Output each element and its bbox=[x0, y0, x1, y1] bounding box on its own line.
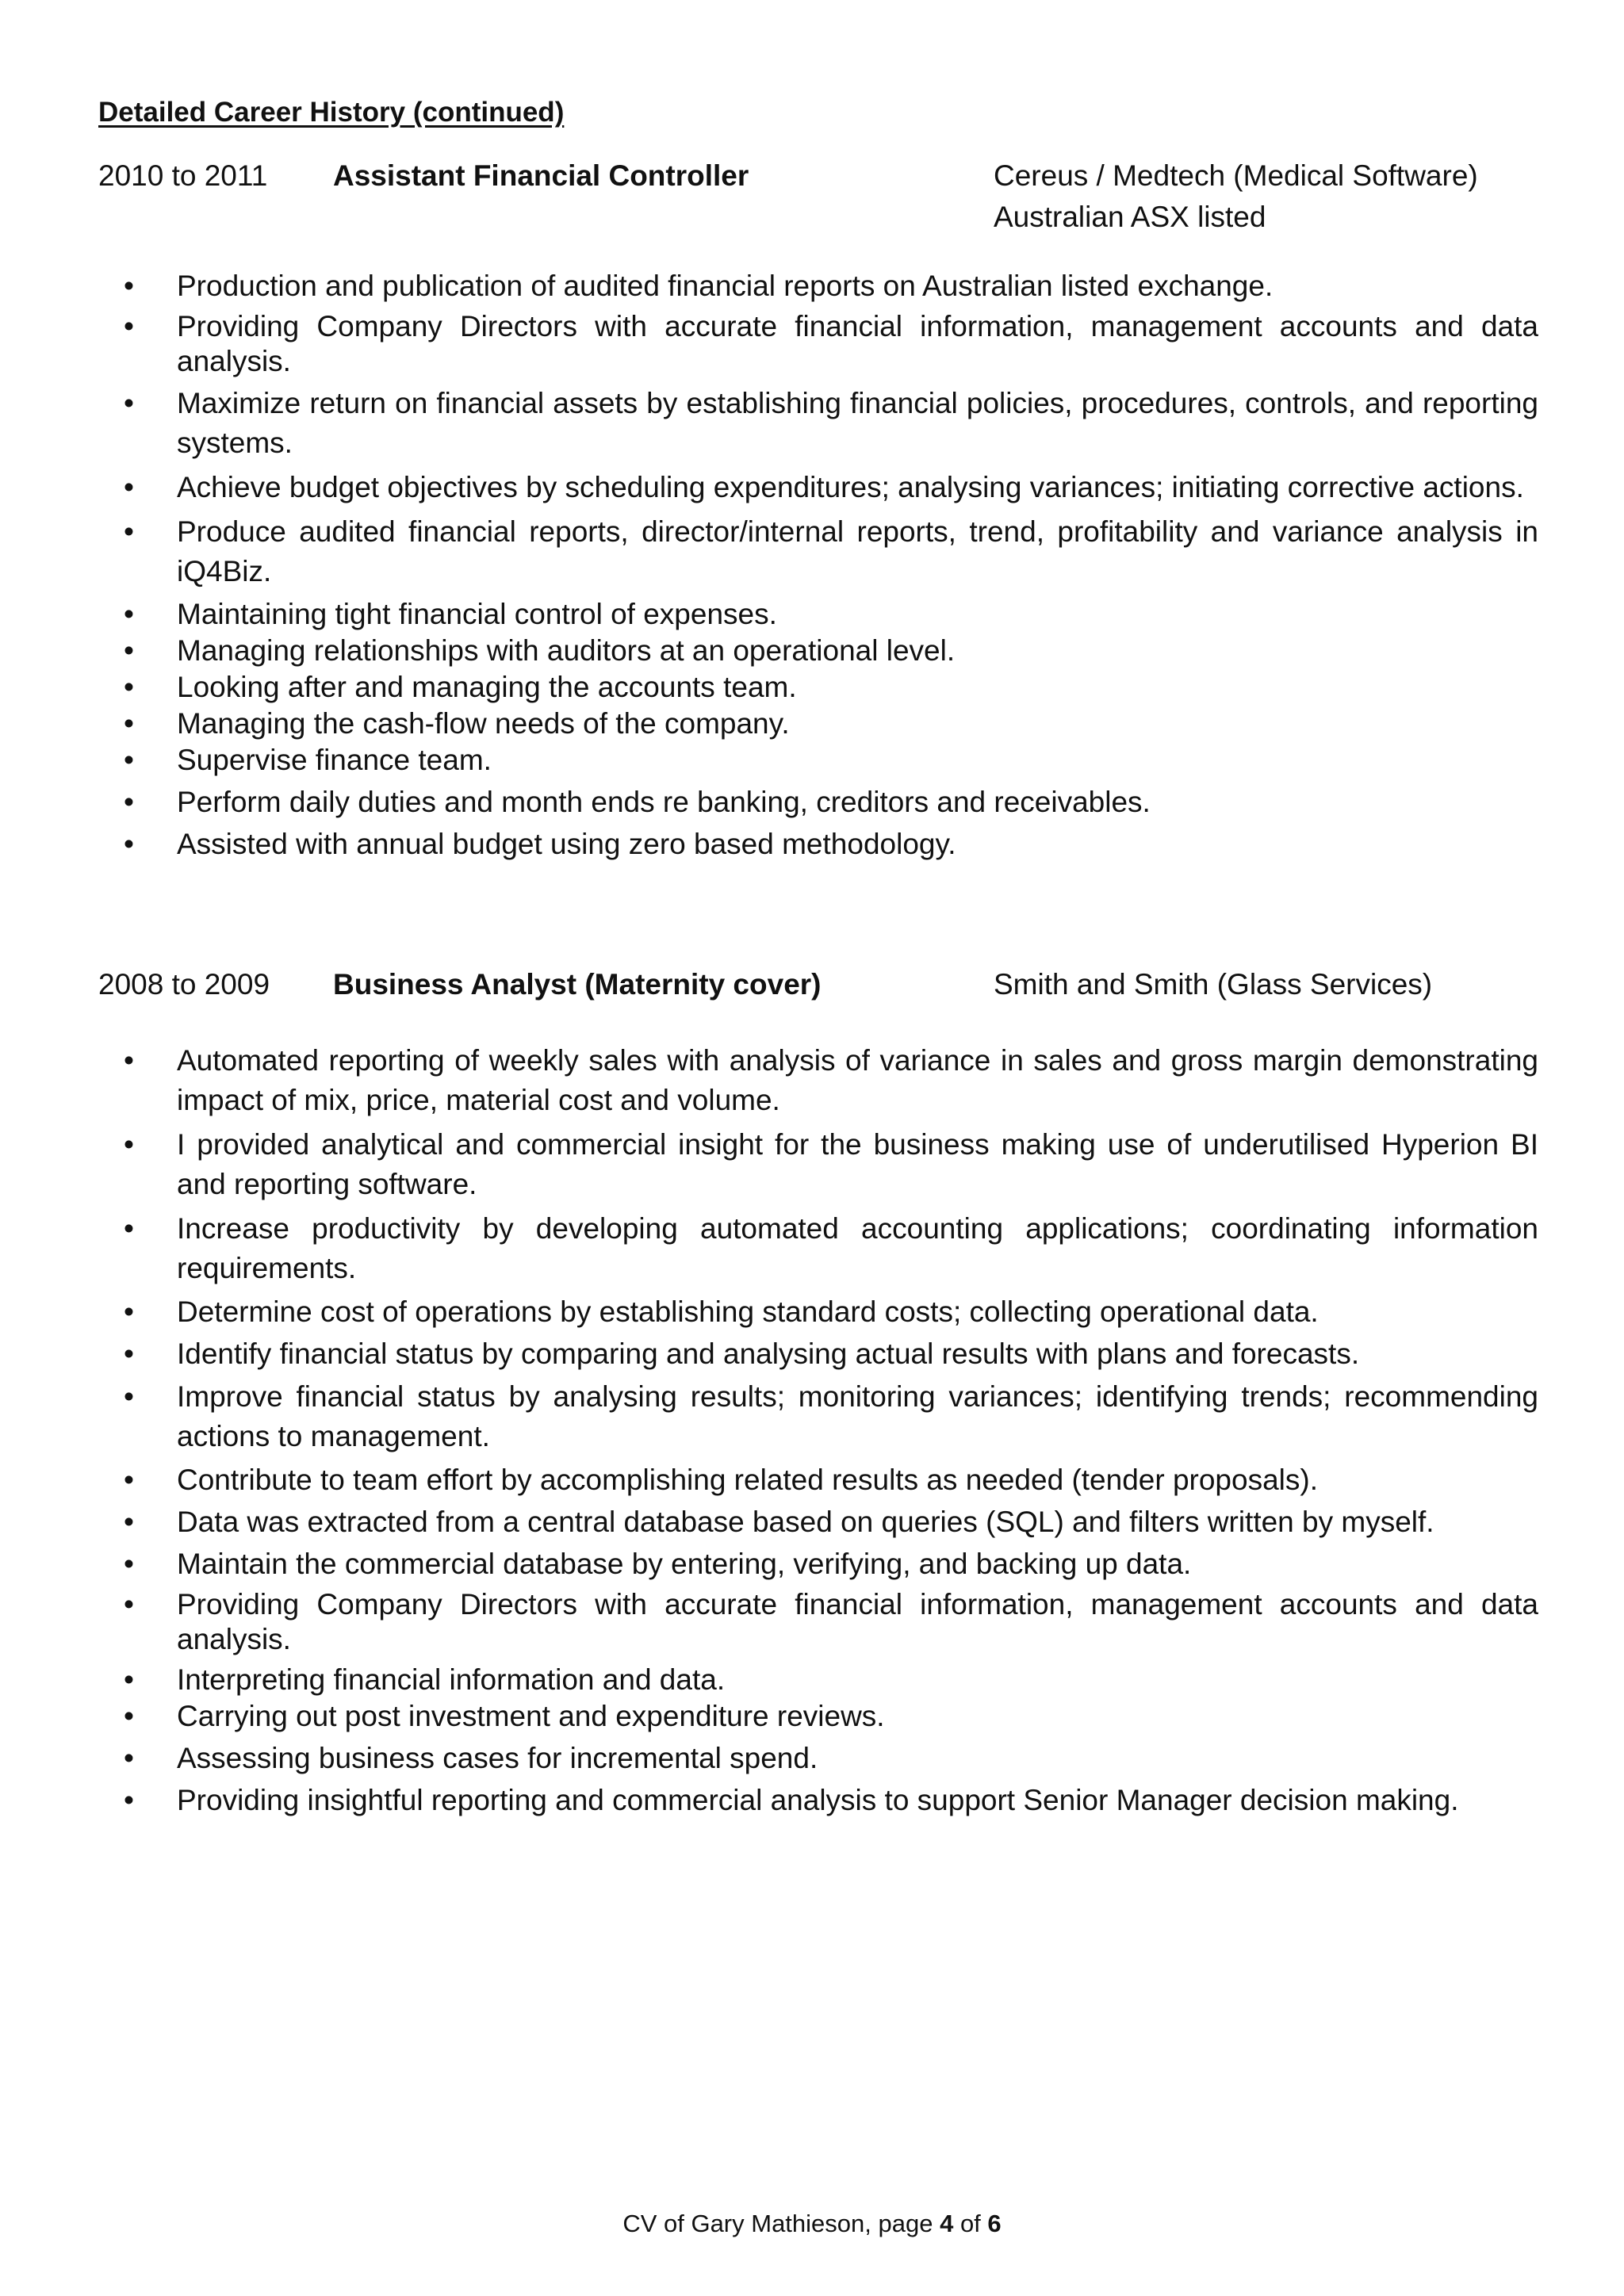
list-item: • Interpreting financial information and data. bbox=[124, 1662, 1538, 1698]
list-item: • Data was extracted from a central database based on queries (SQL) and filters written by myself. bbox=[124, 1503, 1538, 1540]
page-footer bbox=[0, 2210, 1624, 2238]
list-item: • Maintain the commercial database by entering, verifying, and backing up data. bbox=[124, 1545, 1538, 1582]
job-company-note: Australian ASX listed bbox=[994, 201, 1266, 233]
list-item: • Providing insightful reporting and commercial analysis to support Senior Manager decision making. bbox=[124, 1781, 1538, 1819]
job-title: Business Analyst (Maternity cover) bbox=[333, 968, 822, 1001]
list-item: • Achieve budget objectives by scheduling expenditures; analysing variances; initiating corrective actions. bbox=[124, 468, 1538, 507]
job-dates: 2010 to 2011 bbox=[98, 159, 268, 192]
footer-page-number: 4 bbox=[940, 2210, 954, 2237]
list-item: • Improve financial status by analysing results; monitoring variances; identifying trends; recommending actions to management. bbox=[124, 1377, 1538, 1456]
list-item: • Providing Company Directors with accurate financial information, management accounts and data analysis. bbox=[124, 1587, 1538, 1657]
list-item: • Automated reporting of weekly sales with analysis of variance in sales and gross margin demonstrating impact of mix, price, material cost and volume. bbox=[124, 1041, 1538, 1120]
job-bullet-list bbox=[124, 267, 1538, 863]
list-item: • Maintaining tight financial control of expenses. bbox=[124, 596, 1538, 633]
list-item: • Providing Company Directors with accurate financial information, management accounts and data analysis. bbox=[124, 309, 1538, 379]
list-item: • Produce audited financial reports, director/internal reports, trend, profitability and variance analysis in iQ4Biz. bbox=[124, 512, 1538, 591]
list-item: • Production and publication of audited financial reports on Australian listed exchange. bbox=[124, 267, 1538, 304]
job-company: Smith and Smith (Glass Services) bbox=[994, 968, 1433, 1001]
list-item: • Looking after and managing the accounts team. bbox=[124, 669, 1538, 706]
footer-prefix: CV of Gary Mathieson, page bbox=[622, 2210, 940, 2237]
list-item: • Carrying out post investment and expenditure reviews. bbox=[124, 1698, 1538, 1735]
section-heading: Detailed Career History (continued) bbox=[98, 97, 565, 128]
job-company: Cereus / Medtech (Medical Software) bbox=[994, 159, 1478, 192]
list-item: • Increase productivity by developing automated accounting applications; coordinating information requirements. bbox=[124, 1209, 1538, 1288]
list-item: • Identify financial status by comparing and analysing actual results with plans and forecasts. bbox=[124, 1335, 1538, 1372]
list-item: • Managing relationships with auditors at an operational level. bbox=[124, 633, 1538, 669]
job-title: Assistant Financial Controller bbox=[333, 159, 749, 192]
list-item: • Assessing business cases for incremental spend. bbox=[124, 1739, 1538, 1777]
list-item: • Assisted with annual budget using zero based methodology. bbox=[124, 825, 1538, 863]
list-item: • Perform daily duties and month ends re banking, creditors and receivables. bbox=[124, 783, 1538, 821]
footer-separator: of bbox=[953, 2210, 988, 2237]
list-item: • I provided analytical and commercial insight for the business making use of underutilised Hyperion BI and reporting software. bbox=[124, 1125, 1538, 1204]
job-dates: 2008 to 2009 bbox=[98, 968, 270, 1001]
list-item: • Contribute to team effort by accomplishing related results as needed (tender proposals). bbox=[124, 1461, 1538, 1498]
list-item: • Supervise finance team. bbox=[124, 742, 1538, 779]
list-item: • Maximize return on financial assets by establishing financial policies, procedures, controls, and reporting systems. bbox=[124, 384, 1538, 463]
list-item: • Determine cost of operations by establishing standard costs; collecting operational data. bbox=[124, 1293, 1538, 1330]
job-bullet-list bbox=[124, 1041, 1538, 1819]
list-item: • Managing the cash-flow needs of the company. bbox=[124, 706, 1538, 742]
footer-page-total: 6 bbox=[987, 2210, 1002, 2237]
